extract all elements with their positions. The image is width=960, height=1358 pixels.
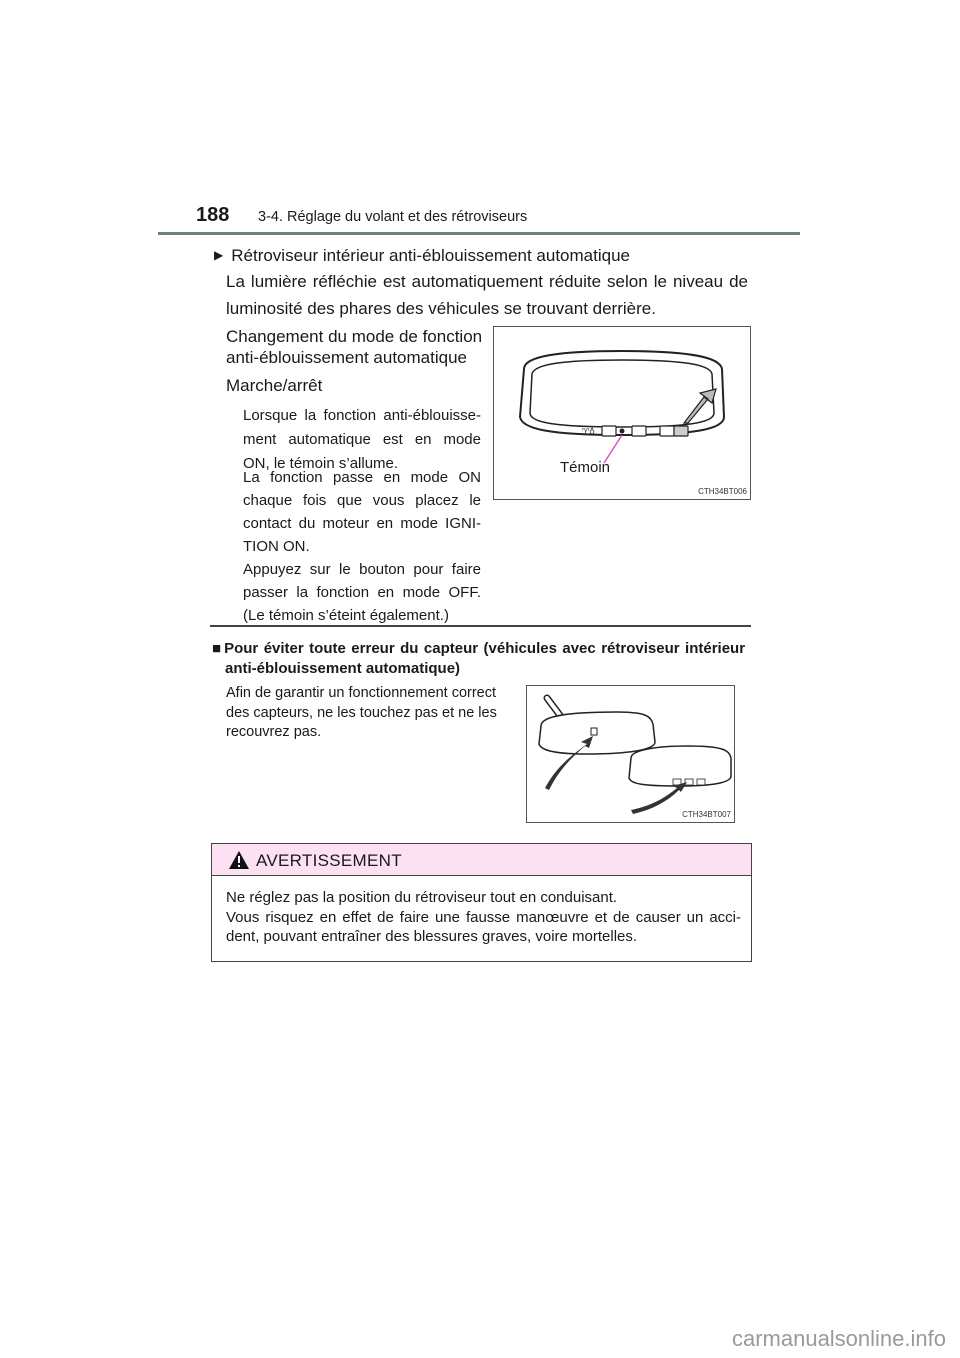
warning-body: Ne réglez pas la position du rétroviseur tout en conduisant. Vous risquez en effet de faire une fausse manœuvre et de causer un acci- dent, pouvant entraîner des blessures graves, voire mortelles. — [226, 889, 741, 945]
mirror-illustration — [494, 327, 750, 499]
svg-text:♈♁: ♈♁ — [582, 427, 596, 436]
indicator-light-icon — [620, 429, 625, 434]
figure-code-2: CTH34BT007 — [682, 810, 731, 819]
intro-line-1: La lumière réfléchie est automatiquement réduite selon le niveau de — [226, 272, 748, 291]
sensor-note-title: ■ Pour éviter toute erreur du capteur (véhicules avec rétroviseur intérieur anti-éblouissement automatique) — [212, 640, 746, 677]
auto-mirror-heading: ▶ Rétroviseur intérieur anti-éblouissement automatique — [214, 246, 630, 265]
arrow-icon-2 — [631, 782, 687, 814]
triangle-bullet-icon: ▶ — [214, 248, 224, 262]
sensor-illustration — [527, 686, 734, 822]
mode-line-2: anti-éblouissement automatique — [226, 348, 467, 367]
section-title: 3-4. Réglage du volant et des rétroviseurs — [258, 209, 528, 225]
description-1: Lorsque la fonction anti-éblouisse- ment automatique est en mode ON, le témoin s’allume. — [243, 407, 481, 472]
temoin-callout: Témoin — [560, 459, 611, 476]
sensor-note-body: Afin de garantir un fonctionnement correct des capteurs, ne les touchez pas et ne les recouvrez pas. — [226, 685, 497, 740]
square-bullet-icon: ■ — [212, 640, 222, 657]
onoff-label: Marche/arrêt — [226, 376, 323, 395]
warning-header — [212, 844, 751, 876]
warning-box — [211, 843, 752, 962]
mirror-figure — [493, 326, 751, 500]
description-2: La fonction passe en mode ON chaque fois que vous placez le contact du moteur en mode IGNI- TION ON. Appuyez sur le bouton pour faire passer la fonction en mode OFF. (Le témoin s’éteint également.) — [243, 469, 481, 624]
warning-title: AVERTISSEMENT — [256, 851, 402, 870]
intro-line-2: luminosité des phares des véhicules se trouvant derrière. — [226, 299, 656, 318]
section-divider — [210, 625, 751, 627]
figure-code-1: CTH34BT006 — [698, 487, 747, 496]
warning-triangle-icon — [228, 850, 250, 870]
watermark: carmanualsonline.info — [731, 1326, 946, 1351]
mode-line-1: Changement du mode de fonction — [226, 327, 483, 346]
header-rule — [158, 232, 800, 235]
page-number: 188 — [196, 204, 230, 226]
sensor-figure — [526, 685, 735, 823]
